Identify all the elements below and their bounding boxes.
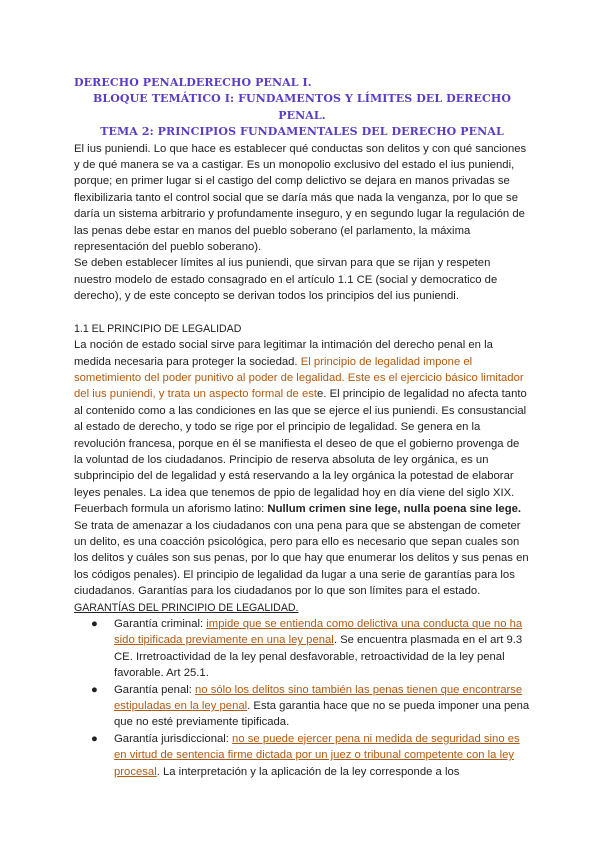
bullet-icon: ● [91,683,98,696]
guarantee-highlight: no se puede ejercer pena ni medida de seguridad sino es en virtud de sentencia firme dictada por un juez o tribunal competente con la ley procesal [114,732,520,778]
latin-aphorism: Nullum crimen sine lege, nulla poena sine lege. [267,503,522,516]
guarantee-label: Garantía jurisdiccional: [114,732,233,745]
legality-paragraph [74,337,530,600]
document-body [74,75,530,780]
guarantee-text: . Se encuentra plasmada en el art 9.3 CE. Irretroactividad de la ley penal desfavorable, retroactividad de la ley penal favorable. Art 25.1. [114,634,523,680]
guarantee-text: . Esta garantia hace que no se pueda imponer una pena que no esté previamente tipificada. [114,700,530,729]
bullet-icon: ● [91,618,98,630]
topic-title: TEMA 2: PRINCIPIOS FUNDAMENTALES DEL DERECHO PENAL [100,125,504,139]
guarantees-list [74,616,530,780]
block-title: BLOQUE TEMÁTICO I: FUNDAMENTOS Y LÍMITES DEL DERECHO PENAL. [93,92,511,122]
list-item [91,682,530,731]
legality-text-1: La noción de estado social sirve para legitimar la intimación del derecho penal en la medida necesaria para proteger la sociedad. [74,339,493,368]
spacer [74,305,530,321]
legality-text-3: Se trata de amenazar a los ciudadanos con una pena para que se abstengan de cometer un delito, es una coacción psicológica, pero para ello es necesario que sepan cuales son los delitos y cuáles son sus penas, por lo que hay que enumerar los delitos y sus penas en los códigos penales). El principio de legalidad da lugar a una serie de garantías para los ciudadanos. Garantías para los ciudadanos por lo que son límites para el estado. [74,519,529,598]
guarantee-highlight: impide que se entienda como delictiva una conducta que no ha sido tipificada previamente en una ley penal [114,618,523,647]
intro-paragraph-1: El ius puniendi. Lo que hace es establecer qué conductas son delitos y con qué sanciones y de qué manera se va a castigar. Es un monopolio exclusivo del estado el ius puniendi, porque; en primer lugar si el castigo del comp delictivo se dejara en manos privadas se flexibilizaria tanto el control social que se daría más que nada la venganza, por lo que se daría un sistema arbitrario y profundamente inseguro, y en segundo lugar la regulación de las penas debe estar en manos del pueblo soberano (el parlamento, la máxima representación del pueblo soberano). [74,142,527,254]
intro-paragraph-2: Se deben establecer límites al ius puniendi, que sirvan para que se rijan y respeten nuestro modelo de estado consagrado en el artículo 1.1 CE (social y democratico de derecho), y de este concepto se derivan todos los principios del ius puniendi. [74,257,498,303]
guarantee-text: . La interpretación y la aplicación de la ley corresponde a los [156,765,460,778]
guarantees-heading: GARANTÍAS DEL PRINCIPIO DE LEGALIDAD. [74,601,299,614]
list-item [91,616,530,682]
course-title: DERECHO PENALDERECHO PENAL I. [74,76,312,89]
legality-text-2: e. El principio de legalidad no afecta tanto al contenido como a las condiciones en las que se ejerce el ius puniendi. Es consustancial al estado de derecho, y todo se rige por el principio de legalidad. Se genera en la revolución francesa, porque en él se manifiesta el deseo de que el gobierno provenga de la voluntad de los ciudadanos. Principio de reserva absoluta de ley orgánica, es un subprincipio del de legalidad y está reservando a la ley orgánica la potestad de elaborar leyes penales. La idea que tenemos de ppio de legalidad hoy en día viene del siglo XIX. Feuerbach formula un aforismo latino: [74,388,527,516]
list-item [91,731,530,780]
legality-highlight: El principio de legalidad impone el sometimiento del poder punitivo al poder de legalidad. Este es el ejercicio básico limitador del ius puniendi, y trata un aspecto formal de est [74,355,524,401]
guarantee-label: Garantía criminal: [114,618,207,630]
guarantee-highlight: no sólo los delitos sino también las penas tienen que encontrarse estipuladas en la ley penal [114,683,523,713]
section-heading: 1.1 EL PRINCIPIO DE LEGALIDAD [74,322,242,335]
guarantee-label: Garantía penal: [114,683,196,696]
bullet-icon: ● [91,732,98,745]
